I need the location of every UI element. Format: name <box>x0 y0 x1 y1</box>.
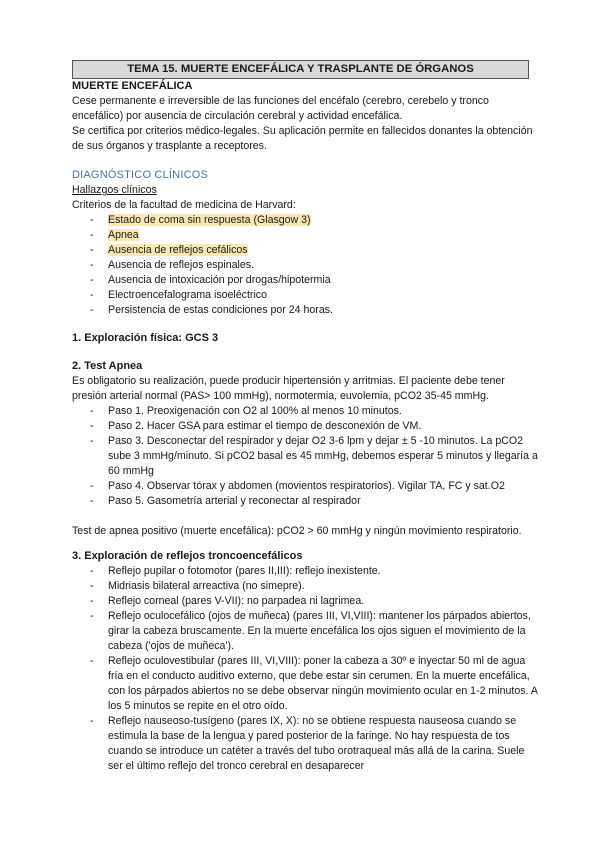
list-item: - Paso 3. Desconectar del respirador y dejar O2 3-6 lpm y dejar ± 5 -10 minutos. La pCO2 sube 3 mmHg/minuto. Si pCO2 basal es 45 mmHg, debemos esperar 5 minutos y llegaría a 60 mmHg <box>72 434 542 479</box>
document-title: TEMA 15. MUERTE ENCEFÁLICA Y TRASPLANTE DE ÓRGANOS <box>72 60 529 79</box>
section-heading: 3. Exploración de reflejos troncoencefálicos <box>72 550 303 562</box>
section-heading: DIAGNÓSTICO CLÍNICOS <box>72 169 209 181</box>
section-diagnostico <box>72 168 542 318</box>
list-item: - Reflejo pupilar o fotomotor (pares II,III): reflejo inexistente. <box>72 564 542 579</box>
list-item: - Estado de coma sin respuesta (Glasgow 3) <box>72 213 542 228</box>
section-muerte-encefalica <box>72 79 542 154</box>
list-item: - Paso 1. Preoxigenación con O2 al 100% al menos 10 minutos. <box>72 404 542 419</box>
steps-list <box>72 404 542 509</box>
section-reflejos <box>72 549 542 774</box>
list-item: - Paso 5. Gasometría arterial y reconectar al respirador <box>72 494 542 509</box>
paragraph: Cese permanente e irreversible de las funciones del encéfalo (cerebro, cerebelo y tronco encefálico) por ausencia de circulación cerebral y actividad encefálica. <box>72 95 489 122</box>
list-item: - Reflejo corneal (pares V-VII): no parpadea ni lagrimea. <box>72 594 542 609</box>
section-heading: 2. Test Apnea <box>72 360 143 372</box>
paragraph: Test de apnea positivo (muerte encefálica): pCO2 > 60 mmHg y ningún movimiento respiratorio. <box>72 525 522 537</box>
section-test-apnea <box>72 359 542 539</box>
list-item: - Midriasis bilateral arreactiva (no simepre). <box>72 579 542 594</box>
list-item: - Ausencia de reflejos cefálicos <box>72 243 542 258</box>
list-item: - Reflejo oculovestibular (pares III, VI,VIII): poner la cabeza a 30º e inyectar 50 ml de agua fría en el conducto auditivo externo, que debe estar sin cerumen. En la muerte encefálica, con los párpados abiertos no se debe observar ningún movimiento ocular en 1-2 minutos. A los 5 minutos se repite en el otro oído. <box>72 654 542 714</box>
paragraph: Es obligatorio su realización, puede producir hipertensión y arritmias. El paciente debe tener presión arterial normal (PAS> 100 mmHg), normotermia, euvolemia, pCO2 35-45 mmHg. <box>72 375 505 402</box>
list-item: - Reflejo nauseoso-tusígeno (pares IX, X): no se obtiene respuesta nauseosa cuando se estimula la base de la lengua y pared posterior de la faringe. No hay respuesta de tos cuando se introduce un catéter a través del tubo orotraqueal más allá de la carina. Suele ser el último reflejo del tronco cerebral en desaparecer <box>72 714 542 774</box>
section-heading: 1. Exploración física: GCS 3 <box>72 332 219 344</box>
list-item: - Persistencia de estas condiciones por 24 horas. <box>72 303 542 318</box>
paragraph: Criterios de la facultad de medicina de Harvard: <box>72 199 296 211</box>
list-item: - Paso 2. Hacer GSA para estimar el tiempo de desconexión de VM. <box>72 419 542 434</box>
reflexes-list <box>72 564 542 774</box>
paragraph: Se certifica por criterios médico-legales. Su aplicación permite en fallecidos donantes la obtención de sus órganos y trasplante a receptores. <box>72 125 533 152</box>
subheading: Hallazgos clínicos <box>72 184 157 196</box>
list-item: - Ausencia de reflejos espinales. <box>72 258 542 273</box>
list-item: - Ausencia de intoxicación por drogas/hipotermia <box>72 273 542 288</box>
list-item: - Paso 4. Observar tórax y abdomen (movientos respiratorios). Vigilar TA, FC y sat.O2 <box>72 479 542 494</box>
list-item: - Reflejo oculocefálico (ojos de muñeca) (pares III, VI,VIII): mantener los párpados abiertos, girar la cabeza bruscamente. En la muerte encefálica los ojos siguen el movimiento de la cabeza ('ojos de muñeca'). <box>72 609 542 654</box>
section-exploracion-fisica <box>72 331 542 346</box>
criteria-list <box>72 213 542 318</box>
list-item: - Apnea <box>72 228 542 243</box>
section-heading: MUERTE ENCEFÁLICA <box>72 80 193 92</box>
list-item: - Electroencefalograma isoeléctrico <box>72 288 542 303</box>
